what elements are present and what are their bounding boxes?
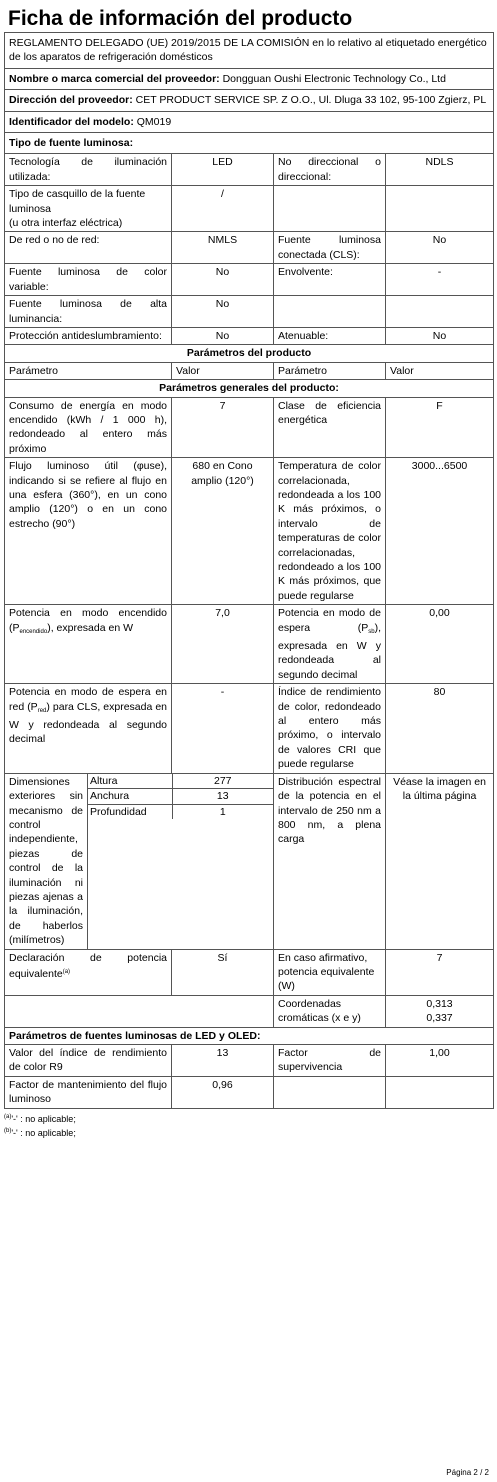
footnote-a: $^{(a)}$'-' : no aplicable;: [4, 1113, 76, 1124]
colour-tunable-label: Fuente luminosa de color variable:: [5, 264, 172, 296]
cri-value: 80: [386, 684, 494, 773]
dimmable-value: No: [386, 327, 494, 344]
dimensions-label: Dimensiones exteriores sin mecanismo de control independiente, piezas de control de la iluminación ni piezas ajenas a la iluminación, de haberlos (milímetros): [5, 773, 88, 949]
equiv-power-claim-label: Declaración de potencia equivalente$^{(a)}$: [5, 949, 172, 995]
energy-label: Consumo de energía en modo encendido (kWh / 1 000 h), redondeado al entero más próximo: [5, 397, 172, 458]
table-row: [5, 995, 494, 1027]
equiv-power-value: 7: [386, 949, 494, 995]
maintenance-label: Factor de mantenimiento del flujo luminoso: [5, 1076, 172, 1108]
table-row: [5, 684, 494, 773]
general-params-heading: Parámetros generales del producto:: [5, 380, 494, 397]
energy-value: 7: [172, 397, 274, 458]
light-source-type-heading-row: [5, 133, 494, 154]
regulation-text: REGLAMENTO DELEGADO (UE) 2019/2015 DE LA COMISIÓN en lo relativo al etiquetado energético de los aparatos de refrigeración domésticos: [5, 33, 494, 69]
directional-label: No direccional o direccional:: [274, 154, 386, 186]
standby-label: Potencia en modo de espera $(P_{sb})$, expresada en W y redondeada al segundo decimal: [274, 605, 386, 684]
product-params-heading-row: [5, 345, 494, 362]
tech-value: LED: [172, 154, 274, 186]
mains-value: NMLS: [172, 232, 274, 264]
table-row: [5, 232, 494, 264]
product-info-table: [4, 32, 494, 1109]
dimension-value: 277: [213, 774, 232, 787]
table-row: [5, 186, 494, 232]
tech-label: Tecnología de iluminación utilizada:: [5, 154, 172, 186]
page-title: Ficha de información del producto: [8, 7, 353, 30]
envelope-label: Envolvente:: [274, 264, 386, 296]
dimension-row: [88, 789, 273, 804]
table-row: [5, 949, 494, 995]
efficiency-class-label: Clase de eficiencia energética: [274, 397, 386, 458]
model-value: QM019: [136, 115, 172, 128]
led-heading: Parámetros de fuentes luminosas de LED y OLED:: [5, 1027, 494, 1044]
net-standby-label: Potencia en modo de espera en red $(P_{red})$ para CLS, expresada en W y redondeada al segundo decimal: [5, 684, 172, 773]
mains-label: De red o no de red:: [5, 232, 172, 264]
col-param-header-2: Parámetro: [274, 362, 386, 379]
col-value-header-2: Valor: [386, 362, 494, 379]
supplier-name-label: Nombre o marca comercial del proveedor:: [9, 72, 220, 85]
dimension-value: 1: [219, 805, 226, 818]
cls-value: No: [386, 232, 494, 264]
supplier-name-row: [5, 68, 494, 89]
high-luminance-label: Fuente luminosa de alta luminancia:: [5, 296, 172, 328]
dimension-label: Altura: [88, 774, 172, 789]
directional-value: NDLS: [386, 154, 494, 186]
chromaticity-label: Coordenadas cromáticas (x e y): [274, 995, 386, 1027]
efficiency-class-value: F: [386, 397, 494, 458]
dimension-row: [88, 804, 273, 819]
dimension-row: [88, 774, 273, 789]
dimension-label: Anchura: [88, 789, 172, 804]
table-row: [5, 605, 494, 684]
dimensions-table: [88, 774, 273, 819]
flux-label: Flujo luminoso útil (φuse), indicando si se refiere al flujo en una esfera (360°), en un cono amplio (120°) o en un cono estrecho (90°): [5, 458, 172, 605]
product-params-heading: Parámetros del producto: [5, 345, 494, 362]
supplier-address-label: Dirección del proveedor:: [9, 94, 133, 107]
chromaticity-x-value: 0,313: [426, 997, 453, 1010]
cap-label-note: (u otra interfaz eléctrica): [9, 217, 123, 230]
led-heading-row: [5, 1027, 494, 1044]
table-row: [5, 296, 494, 328]
survival-label: Factor de supervivencia: [274, 1045, 386, 1077]
r9-value: 13: [172, 1045, 274, 1077]
flux-value: 680 en Cono amplio (120°): [172, 458, 274, 605]
table-row: [5, 773, 494, 949]
on-power-label: Potencia en modo encendido $(P_{encendido})$, expresada en W: [5, 605, 172, 684]
table-row: [5, 327, 494, 344]
envelope-value: -: [386, 264, 494, 296]
cap-label: Tipo de casquillo de la fuente luminosa: [9, 188, 146, 215]
cct-label: Temperatura de color correlacionada, redondeada a los 100 K más próximos, o intervalo de temperaturas de color correlacionadas, redondeado a los 100 K más próximos, que puede regularse: [274, 458, 386, 605]
dimension-label: Profundidad: [88, 804, 172, 819]
anti-glare-label: Protección antideslumbramiento:: [5, 327, 172, 344]
colour-tunable-value: No: [172, 264, 274, 296]
footnote-b: $^{(b)}$'-' : no aplicable;: [4, 1127, 76, 1138]
equiv-power-claim-value: Sí: [172, 949, 274, 995]
general-params-heading-row: [5, 380, 494, 397]
regulation-row: [5, 33, 494, 69]
chromaticity-y-value: 0,337: [426, 1012, 453, 1025]
column-header-row: [5, 362, 494, 379]
supplier-address-row: [5, 90, 494, 111]
table-row: [5, 1076, 494, 1108]
cct-value: 3000...6500: [386, 458, 494, 605]
model-row: [5, 111, 494, 132]
spectral-label: Distribución espectral de la potencia en el intervalo de 250 nm a 800 nm, a plena carga: [274, 773, 386, 949]
col-value-header: Valor: [172, 362, 274, 379]
cri-label: Índice de rendimiento de color, redondeado al entero más próximo, o intervalo de valores CRI que puede regularse: [274, 684, 386, 773]
standby-value: 0,00: [386, 605, 494, 684]
model-label: Identificador del modelo:: [9, 115, 134, 128]
r9-label: Valor del índice de rendimiento de color R9: [5, 1045, 172, 1077]
spectral-value: Véase la imagen en la última página: [386, 773, 494, 949]
maintenance-value: 0,96: [172, 1076, 274, 1108]
equiv-power-label: En caso afirmativo, potencia equivalente (W): [274, 949, 386, 995]
net-standby-value: -: [172, 684, 274, 773]
dimension-value: 13: [216, 790, 229, 803]
table-row: [5, 154, 494, 186]
table-row: [5, 264, 494, 296]
table-row: [5, 1045, 494, 1077]
table-row: [5, 397, 494, 458]
on-power-value: 7,0: [172, 605, 274, 684]
dimmable-label: Atenuable:: [274, 327, 386, 344]
supplier-name-value: Dongguan Oushi Electronic Technology Co., Ltd: [222, 72, 446, 85]
col-param-header: Parámetro: [5, 362, 172, 379]
table-row: [5, 458, 494, 605]
product-info-sheet: [4, 6, 493, 1139]
supplier-address-value: CET PRODUCT SERVICE SP. Z O.O., Ul. Dluga 33 102, 95-100 Zgierz, PL: [135, 94, 487, 107]
cls-label: Fuente luminosa conectada (CLS):: [274, 232, 386, 264]
anti-glare-value: No: [172, 327, 274, 344]
page-number: Página 2 / 2: [446, 1468, 489, 1477]
light-source-type-heading: Tipo de fuente luminosa:: [5, 133, 494, 154]
high-luminance-value: No: [172, 296, 274, 328]
survival-value: 1,00: [386, 1045, 494, 1077]
cap-value: /: [172, 186, 274, 232]
footnotes: [4, 1111, 493, 1139]
